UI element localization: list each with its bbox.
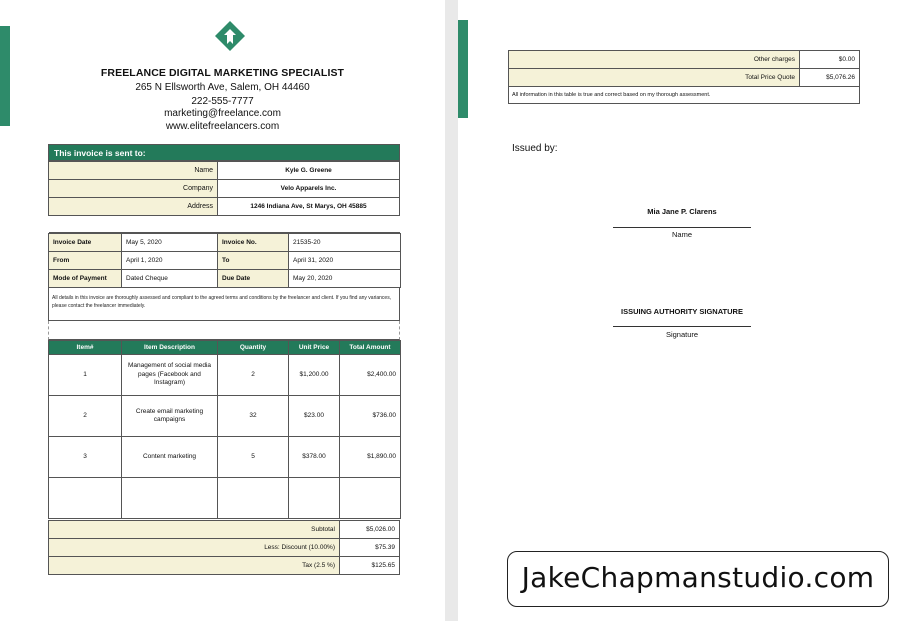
invoice-date: May 5, 2020 bbox=[122, 234, 218, 252]
item-unit-price: $1,200.00 bbox=[289, 355, 340, 396]
item-description: Management of social media pages (Facebook and Instagram) bbox=[122, 355, 218, 396]
invoice-date-label: Invoice Date bbox=[49, 234, 122, 252]
item-no: 1 bbox=[49, 355, 122, 396]
watermark: JakeChapmanstudio.com bbox=[507, 551, 889, 607]
item-description: Create email marketing campaigns bbox=[122, 396, 218, 437]
total-quote-value: $5,076.26 bbox=[800, 69, 860, 87]
item-total: $1,890.00 bbox=[340, 437, 401, 478]
charges-note: All information in this table is true and correct based on my thorough assessment. bbox=[509, 87, 860, 104]
items-table bbox=[48, 340, 401, 519]
item-no: 2 bbox=[49, 396, 122, 437]
invoice-no-label: Invoice No. bbox=[218, 234, 289, 252]
recipient-name: Kyle G. Greene bbox=[218, 162, 400, 180]
charges-table bbox=[508, 50, 860, 104]
company-title: FREELANCE DIGITAL MARKETING SPECIALIST bbox=[100, 67, 345, 79]
from-date: April 1, 2020 bbox=[122, 252, 218, 270]
invoice-no: 21535-20 bbox=[289, 234, 401, 252]
subtotal-label: Subtotal bbox=[49, 521, 340, 539]
spacer-row bbox=[49, 216, 400, 233]
company-phone: 222-555-7777 bbox=[191, 96, 254, 107]
col-item-no: Item# bbox=[49, 341, 122, 355]
item-no: 3 bbox=[49, 437, 122, 478]
item-quantity: 32 bbox=[218, 396, 289, 437]
item-total: $736.00 bbox=[340, 396, 401, 437]
invoice-page-1 bbox=[0, 0, 445, 621]
from-label: From bbox=[49, 252, 122, 270]
authority-title: ISSUING AUTHORITY SIGNATURE bbox=[621, 307, 743, 316]
table-row bbox=[49, 437, 401, 478]
issuer-name: Mia Jane P. Clarens bbox=[647, 207, 717, 216]
empty-row bbox=[49, 478, 401, 519]
recipient-address: 1246 Indiana Ave, St Marys, OH 45885 bbox=[218, 198, 400, 216]
item-unit-price: $378.00 bbox=[289, 437, 340, 478]
item-total: $2,400.00 bbox=[340, 355, 401, 396]
recipient-header: This invoice is sent to: bbox=[48, 144, 400, 161]
other-charges-label: Other charges bbox=[509, 51, 800, 69]
signature-line bbox=[613, 326, 751, 327]
issued-by-label: Issued by: bbox=[512, 143, 558, 154]
company-label: Company bbox=[49, 180, 218, 198]
recipient-table bbox=[48, 161, 400, 233]
table-row bbox=[49, 396, 401, 437]
invoice-page-2 bbox=[458, 0, 903, 621]
col-quantity: Quantity bbox=[218, 341, 289, 355]
to-date: April 31, 2020 bbox=[289, 252, 401, 270]
name-line bbox=[613, 227, 751, 228]
company-address: 265 N Ellsworth Ave, Salem, OH 44460 bbox=[135, 82, 310, 93]
item-description: Content marketing bbox=[122, 437, 218, 478]
item-quantity: 2 bbox=[218, 355, 289, 396]
col-description: Item Description bbox=[122, 341, 218, 355]
tax-label: Tax (2.5 %) bbox=[49, 557, 340, 575]
company-logo-icon bbox=[214, 20, 246, 52]
due-date: May 20, 2020 bbox=[289, 270, 401, 288]
company-email: marketing@freelance.com bbox=[164, 108, 281, 119]
tax-value: $125.65 bbox=[340, 557, 400, 575]
section-divider bbox=[48, 321, 400, 340]
signature-caption: Signature bbox=[665, 330, 699, 339]
item-quantity: 5 bbox=[218, 437, 289, 478]
invoice-details-table bbox=[48, 233, 401, 288]
col-unit-price: Unit Price bbox=[289, 341, 340, 355]
payment-label: Mode of Payment bbox=[49, 270, 122, 288]
to-label: To bbox=[218, 252, 289, 270]
other-charges-value: $0.00 bbox=[800, 51, 860, 69]
table-row bbox=[49, 355, 401, 396]
discount-value: $75.39 bbox=[340, 539, 400, 557]
company-website: www.elitefreelancers.com bbox=[165, 121, 280, 132]
discount-label: Less: Discount (10.00%) bbox=[49, 539, 340, 557]
total-quote-label: Total Price Quote bbox=[509, 69, 800, 87]
accent-tab bbox=[458, 20, 468, 118]
item-unit-price: $23.00 bbox=[289, 396, 340, 437]
col-total: Total Amount bbox=[340, 341, 401, 355]
totals-table bbox=[48, 520, 400, 575]
name-label: Name bbox=[49, 162, 218, 180]
invoice-note: All details in this invoice are thoroughly assessed and compliant to the agreed terms and conditions by the freelancer and client. If you find any variances, please contact the freelancer immediately. bbox=[48, 288, 400, 321]
name-caption: Name bbox=[671, 230, 692, 239]
subtotal-value: $5,026.00 bbox=[340, 521, 400, 539]
due-label: Due Date bbox=[218, 270, 289, 288]
address-label: Address bbox=[49, 198, 218, 216]
payment-mode: Dated Cheque bbox=[122, 270, 218, 288]
recipient-company: Velo Apparels Inc. bbox=[218, 180, 400, 198]
